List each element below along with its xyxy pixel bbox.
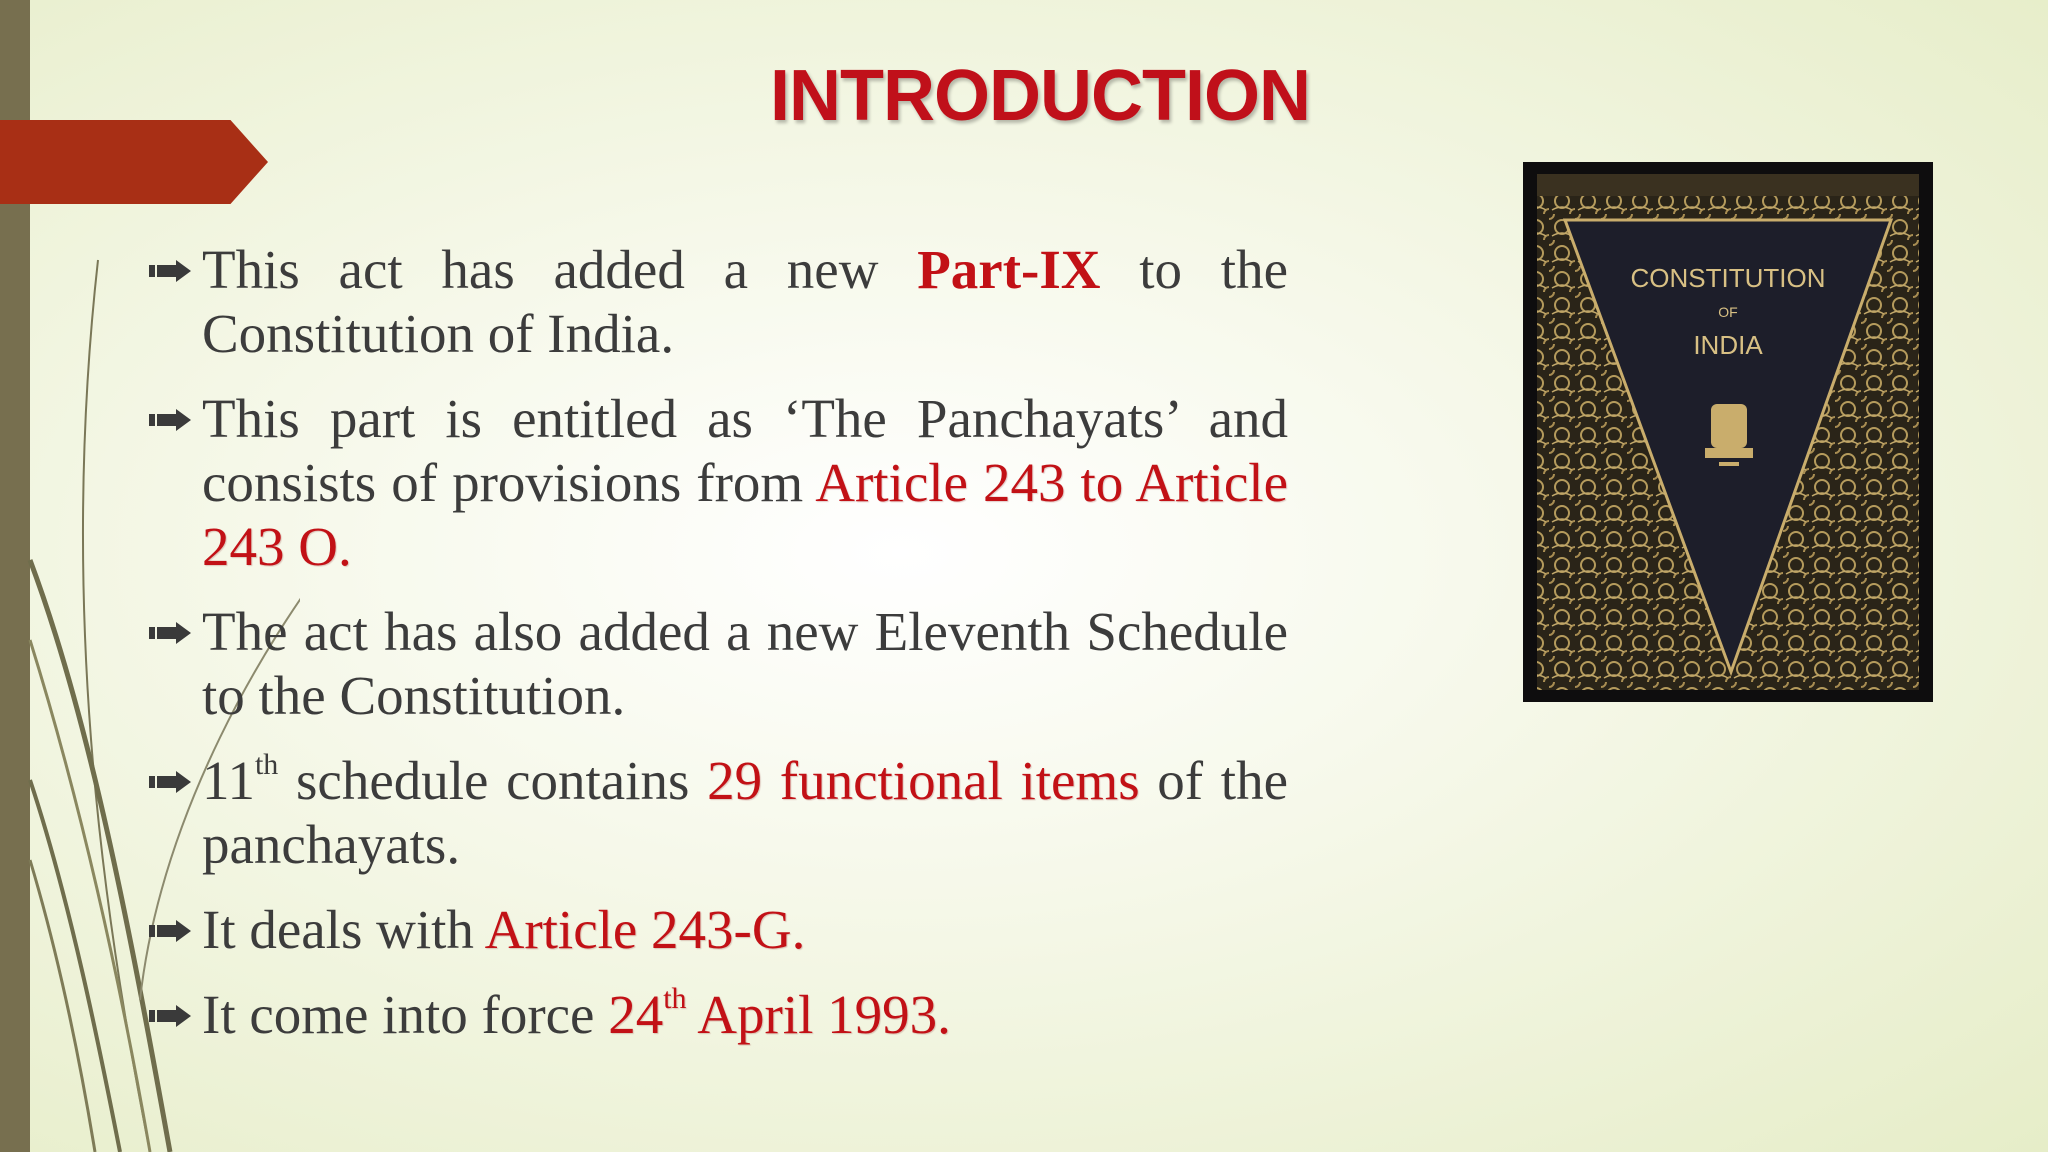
bullet-text: of the panchayats.	[202, 750, 1288, 875]
bullet-text: It deals with	[202, 899, 485, 960]
bullet-highlight: Article 243-G.	[484, 899, 806, 960]
bullet-highlight: April 1993.	[686, 984, 951, 1045]
bullet-highlight: Part-IX	[917, 239, 1101, 300]
slide-title: INTRODUCTION	[770, 56, 1310, 136]
superscript: th	[663, 981, 687, 1015]
cover-country: INDIA	[1693, 330, 1763, 360]
cover-title: CONSTITUTION	[1630, 263, 1826, 293]
bullet-list	[148, 238, 1288, 1068]
arrow-right-icon	[148, 622, 192, 644]
bullet-text: to the Constitution of India.	[202, 239, 1288, 364]
bullet-text: This part is entitled as ‘The Panchayats’ and consists of provisions from	[202, 388, 1288, 513]
arrow-right-icon	[148, 409, 192, 431]
bullet-highlight: Article 243 to Article 243 O.	[202, 452, 1289, 577]
bullet-text: 11	[202, 750, 255, 811]
emblem-icon	[1705, 404, 1753, 466]
arrow-right-icon	[148, 260, 192, 282]
bullet-item	[148, 600, 1288, 728]
bullet-item	[148, 387, 1288, 579]
bullet-item	[148, 238, 1288, 366]
arrow-tab	[0, 120, 268, 204]
superscript: th	[254, 747, 279, 781]
bullet-item	[148, 983, 1288, 1047]
bullet-item	[148, 898, 1288, 962]
bullet-text: This act has added a new	[202, 239, 918, 300]
constitution-book-image	[1523, 162, 1933, 702]
arrow-right-icon	[148, 771, 192, 793]
bullet-text: It come into force	[202, 984, 609, 1045]
arrow-right-icon	[148, 1005, 192, 1027]
bullet-item	[148, 749, 1288, 877]
arrow-right-icon	[148, 920, 192, 942]
bullet-text: The act has also added a new Eleventh Schedule to the Constitution.	[202, 601, 1288, 726]
cover-of: OF	[1718, 304, 1738, 320]
bullet-highlight: 29 functional items	[707, 750, 1140, 811]
bullet-text: schedule contains	[278, 750, 708, 811]
constitution-book-icon	[1523, 162, 1933, 702]
bullet-highlight: 24	[608, 984, 664, 1045]
